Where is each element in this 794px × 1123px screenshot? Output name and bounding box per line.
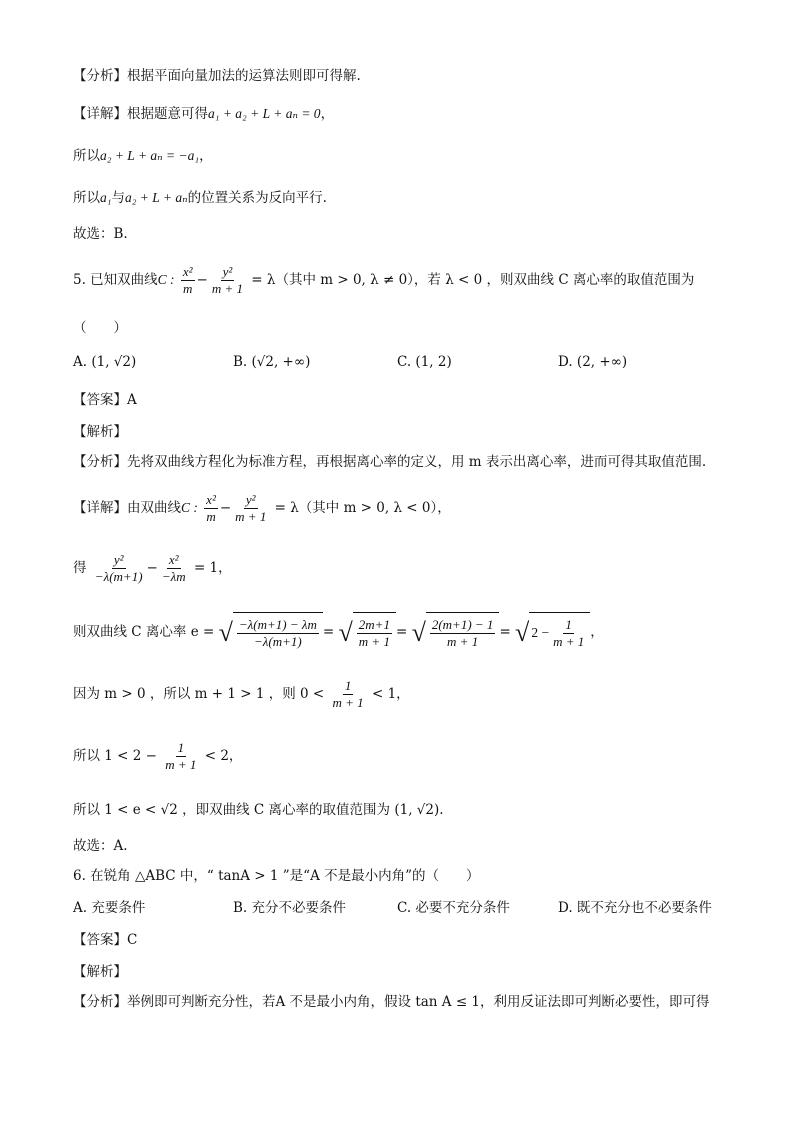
- text: ，: [199, 148, 213, 164]
- fraction-y2: [93, 552, 145, 585]
- text: 所以: [73, 148, 100, 164]
- fraction: [331, 678, 366, 711]
- curve-name: C :: [181, 500, 198, 515]
- q5-standard-form: 得 $\frac{\text{y²}}{-\lambda(m+1)}$ − $\frac{\text{x²}}{-\lambda m}$ = 1，: [73, 552, 232, 584]
- text: < 2，: [204, 748, 243, 764]
- detail-line: [73, 104, 334, 124]
- fraction: [430, 617, 496, 650]
- q5-option-a: A. (1, √2): [73, 354, 137, 370]
- fraction-x2-m: [181, 264, 195, 297]
- denominator: m + 1: [447, 634, 479, 650]
- fraction: [237, 617, 319, 650]
- text: 则双曲线 C 离心率 e =: [73, 624, 215, 640]
- denominator: m + 1: [165, 757, 197, 772]
- q5-answer: 【答案】A: [73, 392, 137, 408]
- question-5-stem: 5. 已知双曲线C : $\frac{\text{x²}}{m}$ − $\frac{\text{y²}}{m + 1}$ = λ（其中 m > 0, λ ≠ 0），若 λ < 0 ，则双曲线 C 离心率的取值范围为: [73, 264, 695, 296]
- q6-option-c: C. 必要不充分条件: [397, 900, 510, 916]
- q5-option-d: D. (2, +∞): [558, 354, 628, 370]
- q6-fenxi: 【分析】举例即可判断充分性，若A 不是最小内角，假设 tan A ≤ 1，利用反证法即可判断必要性，即可得: [73, 994, 710, 1010]
- fraction: [357, 617, 392, 650]
- radical-1: √ $\frac{-\lambda(m+1) - \lambda m}{-\lambda(m+1)}$: [219, 612, 323, 653]
- q5-eccentricity: 则双曲线 C 离心率 e = √ $\frac{-\lambda(m+1) - \lambda m}{-\lambda(m+1)}$ = √ $\frac{2m+1}{m + 1}$ = √ $\frac{2(m+1) - 1}{m + 1}$ = √ 2 − $\frac{1}{m + 1}$ ，: [73, 612, 604, 653]
- fraction: [163, 740, 198, 773]
- denominator: m: [182, 281, 193, 296]
- text: = λ（其中 m > 0, λ < 0），: [274, 500, 451, 516]
- denominator: m + 1: [553, 634, 585, 650]
- text: 因为 m > 0 ，所以 m + 1 > 1 ，则 0 <: [73, 686, 325, 702]
- denominator: −λm: [161, 569, 186, 584]
- q5-option-c: C. (1, 2): [397, 354, 452, 370]
- text: = λ（其中 m > 0, λ ≠ 0），若 λ < 0 ，则双曲线 C 离心率的取值范围为: [251, 272, 695, 288]
- numerator: 2(m+1) − 1: [431, 617, 494, 633]
- text: 所以: [73, 190, 100, 206]
- vector-equation: a₂ + L + aₙ = −a₁: [100, 148, 200, 163]
- detail-line-2: [73, 146, 213, 166]
- text: = 1，: [193, 560, 232, 576]
- text: 2 −: [531, 625, 550, 640]
- numerator: y²: [222, 264, 233, 279]
- radical-4: √ 2 − $\frac{1}{m + 1}$: [515, 612, 590, 653]
- text: 【详解】根据题意可得: [73, 106, 208, 122]
- numerator: x²: [182, 264, 193, 279]
- curve-name: C :: [157, 272, 175, 287]
- q5-option-b: B. (√2, +∞): [233, 354, 311, 370]
- denominator: m + 1: [211, 281, 243, 296]
- text: 与: [111, 190, 125, 206]
- q5-fenxi: 【分析】先将双曲线方程化为标准方程，再根据离心率的定义，用 m 表示出离心率，进而可得其取值范围.: [73, 454, 707, 470]
- text: 【详解】由双曲线: [73, 500, 181, 516]
- text: < 1，: [371, 686, 410, 702]
- vector: a₁: [100, 190, 112, 205]
- question-5-paren: （ ）: [73, 320, 127, 336]
- q6-answer: 【答案】C: [73, 932, 138, 948]
- denominator: m: [206, 509, 216, 524]
- text: 得: [73, 560, 87, 576]
- analysis-line: 【分析】根据平面向量加法的运算法则即可得解.: [73, 68, 361, 84]
- fraction-y2-m1: [233, 492, 268, 525]
- numerator: 1: [177, 740, 185, 755]
- q6-jiexi: 【解析】: [73, 964, 127, 980]
- denominator: m + 1: [332, 695, 364, 710]
- denominator: −λ(m+1): [94, 569, 143, 584]
- q6-option-b: B. 充分不必要条件: [233, 900, 347, 916]
- numerator: 2m+1: [358, 617, 390, 633]
- text: 5. 已知双曲线: [73, 272, 158, 288]
- text: 所以 1 < 2 −: [73, 748, 157, 764]
- q5-choose: 故选：A.: [73, 838, 128, 854]
- fraction-y2-m1: [210, 264, 245, 297]
- text: 的位置关系为反向平行.: [187, 190, 327, 206]
- fraction-x2-m: [204, 492, 218, 525]
- q6-option-d: D. 既不充分也不必要条件: [558, 900, 712, 916]
- q5-therefore-1: [73, 738, 242, 774]
- fraction: [551, 617, 586, 650]
- q5-because: [73, 676, 410, 712]
- numerator: y²: [113, 552, 124, 567]
- numerator: x²: [168, 552, 179, 567]
- radical-2: √ $\frac{2m+1}{m + 1}$: [339, 612, 396, 653]
- q5-therefore-2: 所以 1 < e < √2 ，即双曲线 C 离心率的取值范围为 (1, √2).: [73, 802, 444, 818]
- numerator: 1: [565, 617, 572, 633]
- numerator: 1: [344, 678, 352, 693]
- q5-jiexi: 【解析】: [73, 424, 127, 440]
- question-6-stem: 6. 在锐角 △ABC 中，“ tanA > 1 ”是“A 不是最小内角”的（ ）: [73, 868, 480, 884]
- denominator: m + 1: [358, 634, 390, 650]
- q5-xiangjie: 【详解】由双曲线C : $\frac{\text{x²}}{m}$ − $\frac{\text{y²}}{m + 1}$ = λ（其中 m > 0, λ < 0），: [73, 492, 451, 524]
- fraction-x2: [160, 552, 188, 585]
- numerator: x²: [206, 492, 216, 507]
- numerator: y²: [245, 492, 256, 507]
- numerator: −λ(m+1) − λm: [238, 617, 317, 633]
- choose-line: 故选：B.: [73, 226, 128, 242]
- vector-equation: a₁ + a₂ + L + aₙ = 0: [208, 106, 321, 121]
- denominator: m + 1: [235, 509, 267, 524]
- text: ，: [320, 106, 335, 122]
- detail-line-3: [73, 188, 327, 208]
- radical-3: √ $\frac{2(m+1) - 1}{m + 1}$: [412, 612, 500, 653]
- vector-sum: a₂ + L + aₙ: [124, 190, 188, 205]
- q6-option-a: A. 充要条件: [73, 900, 146, 916]
- denominator: −λ(m+1): [254, 634, 302, 650]
